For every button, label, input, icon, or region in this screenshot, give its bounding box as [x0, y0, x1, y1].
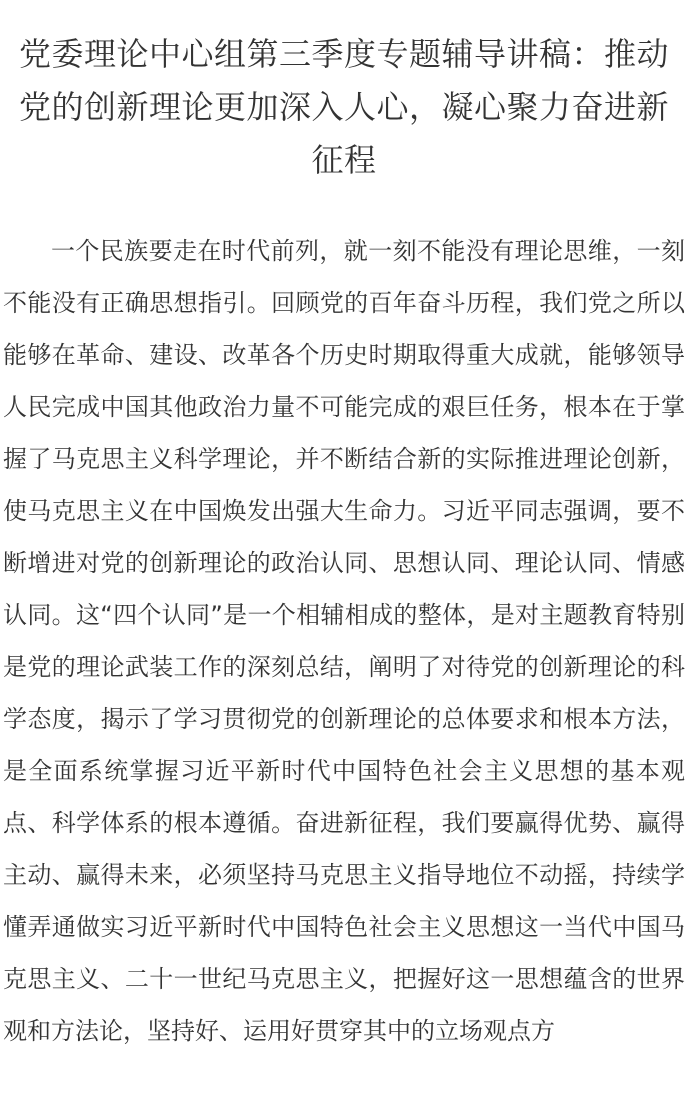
article-body-paragraph: 一个民族要走在时代前列，就一刻不能没有理论思维，一刻不能没有正确思想指引。回顾党的百年奋斗历程，我们党之所以能够在革命、建设、改革各个历史时期取得重大成就，能够领导人民完成中国其他政治力量不可能完成的艰巨任务，根本在于掌握了马克思主义科学理论，并不断结合新的实际推进理论创新，使马克思主义在中国焕发出强大生命力。习近平同志强调，要不断增进对党的创新理论的政治认同、思想认同、理论认同、情感认同。这“四个认同”是一个相辅相成的整体，是对主题教育特别是党的理论武装工作的深刻总结，阐明了对待党的创新理论的科学态度，揭示了学习贯彻党的创新理论的总体要求和根本方法，是全面系统掌握习近平新时代中国特色社会主义思想的基本观点、科学体系的根本遵循。奋进新征程，我们要赢得优势、赢得主动、赢得未来，必须坚持马克思主义指导地位不动摇，持续学懂弄通做实习近平新时代中国特色社会主义思想这一当代中国马克思主义、二十一世纪马克思主义，把握好这一思想蕴含的世界观和方法论，坚持好、运用好贯穿其中的立场观点方 [3, 237, 685, 1045]
article-title: 党委理论中心组第三季度专题辅导讲稿：推动党的创新理论更加深入人心，凝心聚力奋进新征程 [18, 35, 669, 179]
